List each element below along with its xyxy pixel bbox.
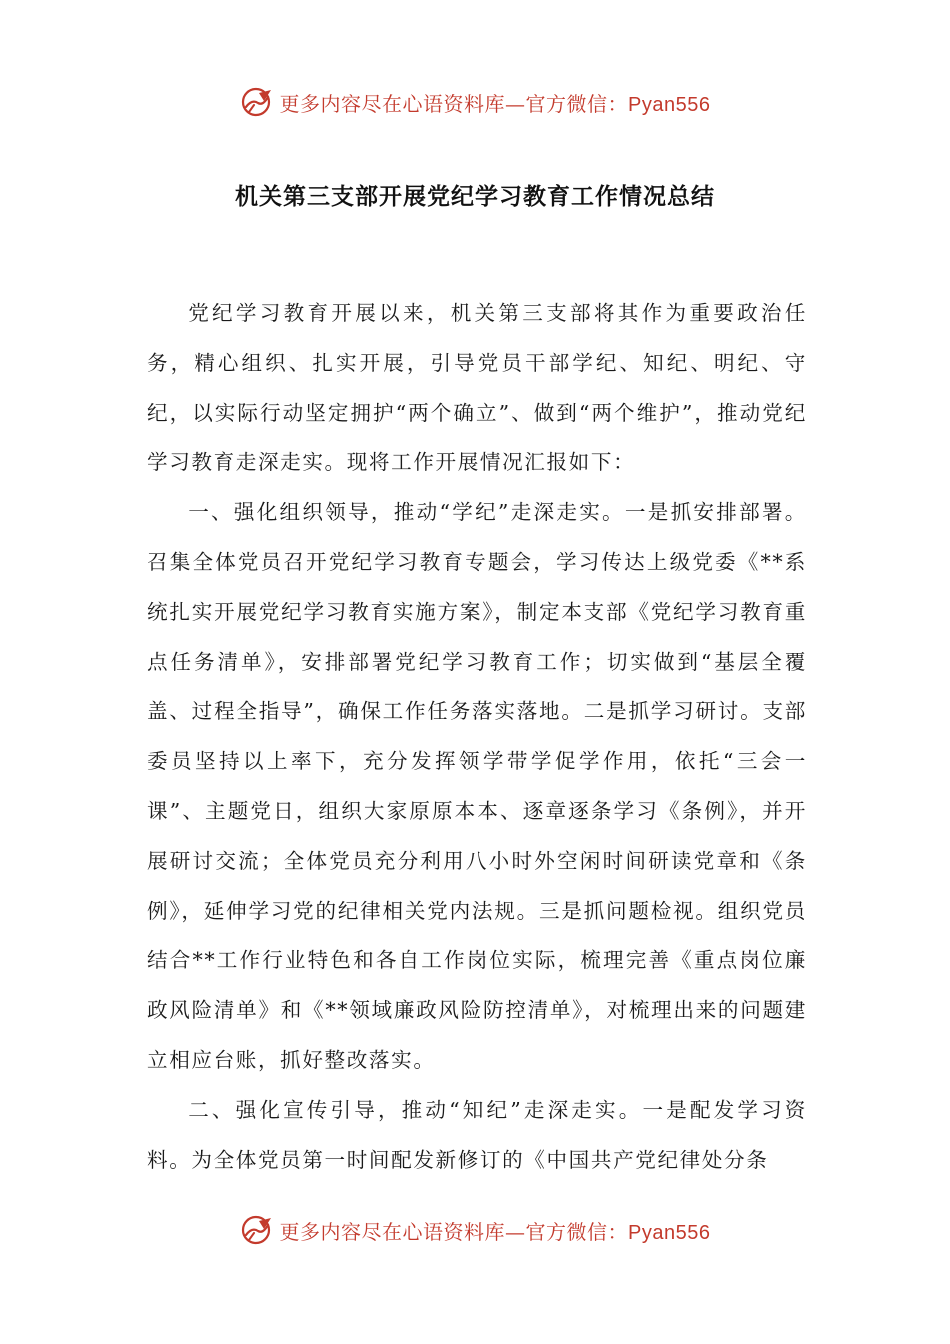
watermark-text: 更多内容尽在心语资料库—官方微信：Pyan556 bbox=[279, 91, 711, 116]
paragraph-section-2: 二、强化宣传引导，推动“知纪”走深走实。一是配发学习资料。为全体党员第一时间配发新修订的《中国共产党纪律处分条 bbox=[147, 1097, 807, 1172]
hand-writing-logo-icon bbox=[240, 85, 274, 119]
paragraph-section-1: 一、强化组织领导，推动“学纪”走深走实。一是抓安排部署。召集全体党员召开党纪学习教育专题会，学习传达上级党委《**系统扎实开展党纪学习教育实施方案》，制定本支部《党纪学习教育重点任务清单》，安排部署党纪学习教育工作；切实做到“基层全覆盖、过程全指导”，确保工作任务落实落地。二是抓学习研讨。支部委员坚持以上率下，充分发挥领学带学促学作用，依托“三会一课”、主题党日，组织大家原原本本、逐章逐条学习《条例》，并开展研讨交流；全体党员充分利用八小时外空闲时间研读党章和《条例》，延伸学习党的纪律相关党内法规。三是抓问题检视。组织党员结合**工作行业特色和各自工作岗位实际，梳理完善《重点岗位廉政风险清单》和《**领域廉政风险防控清单》，对梳理出来的问题建立相应台账，抓好整改落实。 bbox=[147, 500, 807, 1072]
document-title: 机关第三支部开展党纪学习教育工作情况总结 bbox=[235, 184, 715, 210]
watermark-banner-top bbox=[0, 82, 950, 122]
wechat-id: Pyan556 bbox=[628, 93, 711, 116]
wechat-id: Pyan556 bbox=[628, 1221, 711, 1244]
watermark-banner-bottom bbox=[0, 1210, 950, 1250]
paragraph-intro: 党纪学习教育开展以来，机关第三支部将其作为重要政治任务，精心组织、扎实开展，引导党员干部学纪、知纪、明纪、守纪，以实际行动坚定拥护“两个确立”、做到“两个维护”，推动党纪学习教育走深走实。现将工作开展情况汇报如下： bbox=[147, 301, 807, 475]
hand-writing-logo-icon bbox=[240, 1213, 274, 1247]
document-body bbox=[147, 289, 807, 1185]
watermark-text: 更多内容尽在心语资料库—官方微信：Pyan556 bbox=[279, 1219, 711, 1244]
